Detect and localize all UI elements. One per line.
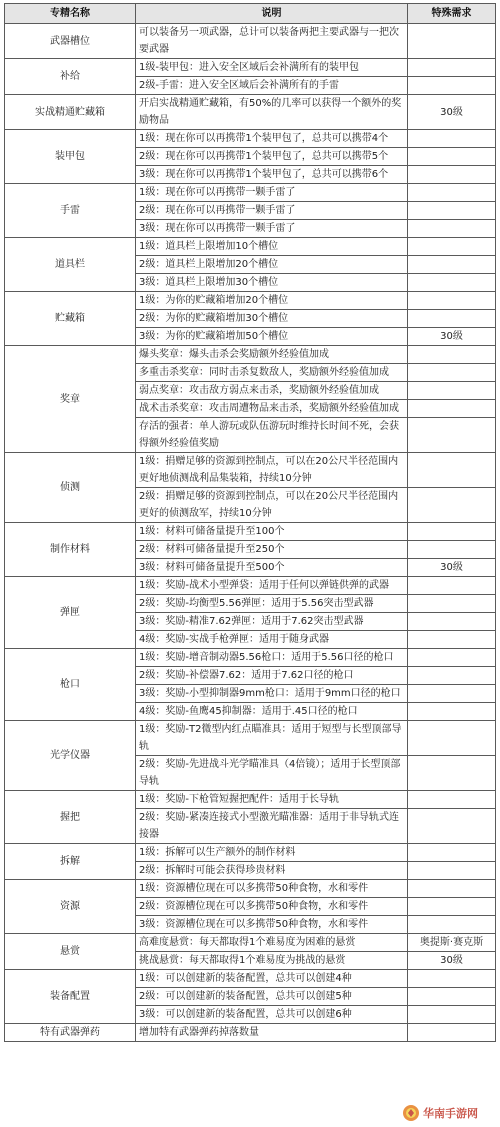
header-perk-name: 专精名称 [5, 4, 136, 24]
table-row [5, 95, 496, 130]
perk-requirement-cell [408, 703, 496, 721]
perk-table-body [5, 24, 496, 1042]
header-row [5, 4, 496, 24]
perk-requirement-cell [408, 364, 496, 382]
perk-requirement-cell [408, 256, 496, 274]
perk-requirement-cell [408, 649, 496, 667]
table-row [5, 791, 496, 809]
perk-requirement-cell: 30级 [408, 328, 496, 346]
perk-description-cell: 3级：奖励-精准7.62弹匣：适用于7.62突击型武器 [136, 613, 408, 631]
perk-requirement-cell [408, 898, 496, 916]
perk-requirement-cell [408, 346, 496, 364]
perk-description-cell: 2级：道具栏上限增加20个槽位 [136, 256, 408, 274]
perk-name-cell: 奖章 [5, 346, 136, 453]
perk-description-cell: 1级：资源槽位现在可以多携带50种食物，水和零件 [136, 880, 408, 898]
perk-description-cell: 1级：现在你可以再携带一颗手雷了 [136, 184, 408, 202]
table-row [5, 844, 496, 862]
perk-description-cell: 3级：现在你可以再携带一颗手雷了 [136, 220, 408, 238]
perk-name-cell: 悬赏 [5, 934, 136, 970]
perk-requirement-cell [408, 613, 496, 631]
perk-requirement-cell: 30级 [408, 559, 496, 577]
header-description: 说明 [136, 4, 408, 24]
perk-requirement-cell [408, 274, 496, 292]
table-row [5, 184, 496, 202]
perk-requirement-cell [408, 400, 496, 418]
table-row [5, 934, 496, 952]
perk-name-cell: 装备配置 [5, 970, 136, 1024]
perk-description-cell: 挑战悬赏：每天都取得1个难易度为挑战的悬赏 [136, 952, 408, 970]
perk-description-cell: 1级：可以创建新的装备配置，总共可以创建4种 [136, 970, 408, 988]
perk-name-cell: 贮藏箱 [5, 292, 136, 346]
perk-description-cell: 2级：可以创建新的装备配置，总共可以创建5种 [136, 988, 408, 1006]
perk-description-cell: 2级：拆解时可能会获得珍贵材料 [136, 862, 408, 880]
perk-description-cell: 3级：道具栏上限增加30个槽位 [136, 274, 408, 292]
table-row [5, 292, 496, 310]
perk-name-cell: 拆解 [5, 844, 136, 880]
perk-requirement-cell: 30级 [408, 952, 496, 970]
perk-description-cell: 1级：奖励-下枪管短握把配件：适用于长导轨 [136, 791, 408, 809]
perk-description-cell: 3级：可以创建新的装备配置，总共可以创建6种 [136, 1006, 408, 1024]
perk-description-cell: 1级-装甲包：进入安全区域后会补满所有的装甲包 [136, 59, 408, 77]
perk-name-cell: 补给 [5, 59, 136, 95]
perk-requirement-cell [408, 577, 496, 595]
perk-requirement-cell: 奥提斯·赛克斯 [408, 934, 496, 952]
perk-description-cell: 可以装备另一项武器，总计可以装备两把主要武器与一把次要武器 [136, 24, 408, 59]
perk-requirement-cell [408, 238, 496, 256]
perk-name-cell: 制作材料 [5, 523, 136, 577]
perk-name-cell: 弹匣 [5, 577, 136, 649]
perk-description-cell: 2级：奖励-补偿器7.62：适用于7.62口径的枪口 [136, 667, 408, 685]
perk-description-cell: 1级：奖励-增音制动器5.56枪口：适用于5.56口径的枪口 [136, 649, 408, 667]
perk-name-cell: 装甲包 [5, 130, 136, 184]
perk-requirement-cell [408, 721, 496, 756]
table-row [5, 523, 496, 541]
perk-description-cell: 1级：现在你可以再携带1个装甲包了，总共可以携带4个 [136, 130, 408, 148]
perk-description-cell: 1级：拆解可以生产额外的制作材料 [136, 844, 408, 862]
perk-requirement-cell [408, 488, 496, 523]
perk-name-cell: 特有武器弹药 [5, 1024, 136, 1042]
perk-description-cell: 2级-手雷：进入安全区域后会补满所有的手雷 [136, 77, 408, 95]
perk-name-cell: 道具栏 [5, 238, 136, 292]
perk-description-cell: 1级：为你的贮藏箱增加20个槽位 [136, 292, 408, 310]
perk-requirement-cell: 30级 [408, 95, 496, 130]
perk-description-cell: 爆头奖章：爆头击杀会奖励额外经验值加成 [136, 346, 408, 364]
perk-requirement-cell [408, 862, 496, 880]
perk-description-cell: 2级：资源槽位现在可以多携带50种食物，水和零件 [136, 898, 408, 916]
perk-description-cell: 4级：奖励-实战手枪弹匣：适用于随身武器 [136, 631, 408, 649]
site-watermark [402, 1102, 495, 1124]
table-row [5, 721, 496, 756]
perk-description-cell: 3级：资源槽位现在可以多携带50种食物，水和零件 [136, 916, 408, 934]
table-row [5, 59, 496, 77]
perk-description-cell: 2级：奖励-先进战斗光学瞄准具（4倍镜）；适用于长型顶部导轨 [136, 756, 408, 791]
perk-name-cell: 光学仪器 [5, 721, 136, 791]
perk-requirement-cell [408, 77, 496, 95]
table-row [5, 880, 496, 898]
perk-requirement-cell [408, 685, 496, 703]
perk-description-cell: 2级：现在你可以再携带1个装甲包了，总共可以携带5个 [136, 148, 408, 166]
perk-requirement-cell [408, 631, 496, 649]
perk-description-cell: 存活的强者：单人游玩或队伍游玩时维持长时间不死，会获得额外经验值奖励 [136, 418, 408, 453]
site-logo-icon [402, 1104, 420, 1122]
perk-requirement-cell [408, 1006, 496, 1024]
perk-description-cell: 1级：材料可储备量提升至100个 [136, 523, 408, 541]
perk-description-cell: 1级：道具栏上限增加10个槽位 [136, 238, 408, 256]
table-row [5, 1024, 496, 1042]
perk-requirement-cell [408, 202, 496, 220]
perk-requirement-cell [408, 382, 496, 400]
perk-requirement-cell [408, 970, 496, 988]
perk-description-cell: 2级：现在你可以再携带一颗手雷了 [136, 202, 408, 220]
perk-requirement-cell [408, 453, 496, 488]
perk-requirement-cell [408, 916, 496, 934]
perk-table [4, 3, 496, 1042]
perk-description-cell: 多重击杀奖章：同时击杀复数敌人，奖励额外经验值加成 [136, 364, 408, 382]
perk-requirement-cell [408, 809, 496, 844]
perk-requirement-cell [408, 791, 496, 809]
perk-requirement-cell [408, 667, 496, 685]
perk-description-cell: 高难度悬赏：每天都取得1个难易度为困难的悬赏 [136, 934, 408, 952]
perk-name-cell: 手雷 [5, 184, 136, 238]
perk-description-cell: 2级：为你的贮藏箱增加30个槽位 [136, 310, 408, 328]
watermark-text: 华南手游网 [423, 1107, 478, 1120]
perk-description-cell: 3级：为你的贮藏箱增加50个槽位 [136, 328, 408, 346]
perk-requirement-cell [408, 1024, 496, 1042]
perk-requirement-cell [408, 130, 496, 148]
table-row [5, 970, 496, 988]
perk-requirement-cell [408, 595, 496, 613]
perk-requirement-cell [408, 310, 496, 328]
perk-requirement-cell [408, 756, 496, 791]
perk-requirement-cell [408, 166, 496, 184]
perk-requirement-cell [408, 844, 496, 862]
table-row [5, 649, 496, 667]
perk-requirement-cell [408, 24, 496, 59]
perk-description-cell: 1级：奖励-T2微型内红点瞄准具：适用于短型与长型顶部导轨 [136, 721, 408, 756]
perk-name-cell: 枪口 [5, 649, 136, 721]
perk-name-cell: 实战精通贮藏箱 [5, 95, 136, 130]
perk-description-cell: 3级：奖励-小型抑制器9mm枪口：适用于9mm口径的枪口 [136, 685, 408, 703]
perk-description-cell: 战术击杀奖章：攻击周遭物品来击杀，奖励额外经验值加成 [136, 400, 408, 418]
perk-requirement-cell [408, 184, 496, 202]
table-row [5, 453, 496, 488]
perk-description-cell: 2级：材料可储备量提升至250个 [136, 541, 408, 559]
perk-requirement-cell [408, 523, 496, 541]
perk-description-cell: 4级：奖励-鱼鹰45抑制器：适用于.45口径的枪口 [136, 703, 408, 721]
perk-requirement-cell [408, 988, 496, 1006]
perk-description-cell: 1级：奖励-战术小型弹袋：适用于任何以弹链供弹的武器 [136, 577, 408, 595]
table-row [5, 238, 496, 256]
perk-description-cell: 2级：捐赠足够的资源到控制点，可以在20公尺半径范围内更好的侦测敌军，持续10分钟 [136, 488, 408, 523]
perk-requirement-cell [408, 292, 496, 310]
perk-description-cell: 增加特有武器弹药掉落数量 [136, 1024, 408, 1042]
table-row [5, 346, 496, 364]
perk-name-cell: 武器槽位 [5, 24, 136, 59]
table-row [5, 130, 496, 148]
perk-requirement-cell [408, 541, 496, 559]
header-requirement: 特殊需求 [408, 4, 496, 24]
perk-requirement-cell [408, 148, 496, 166]
perk-requirement-cell [408, 220, 496, 238]
perk-description-cell: 开启实战精通贮藏箱，有50%的几率可以获得一个额外的奖励物品 [136, 95, 408, 130]
perk-description-cell: 3级：材料可储备量提升至500个 [136, 559, 408, 577]
perk-requirement-cell [408, 418, 496, 453]
perk-requirement-cell [408, 880, 496, 898]
perk-description-cell: 2级：奖励-紧凑连接式小型激光瞄准器：适用于非导轨式连接器 [136, 809, 408, 844]
perk-description-cell: 弱点奖章：攻击敌方弱点来击杀，奖励额外经验值加成 [136, 382, 408, 400]
perk-description-cell: 2级：奖励-均衡型5.56弹匣：适用于5.56突击型武器 [136, 595, 408, 613]
perk-name-cell: 侦测 [5, 453, 136, 523]
perk-requirement-cell [408, 59, 496, 77]
perk-name-cell: 资源 [5, 880, 136, 934]
perk-description-cell: 1级：捐赠足够的资源到控制点，可以在20公尺半径范围内更好地侦测战利品集装箱，持续10分钟 [136, 453, 408, 488]
table-row [5, 577, 496, 595]
table-row [5, 24, 496, 59]
perk-description-cell: 3级：现在你可以再携带1个装甲包了，总共可以携带6个 [136, 166, 408, 184]
perk-name-cell: 握把 [5, 791, 136, 844]
